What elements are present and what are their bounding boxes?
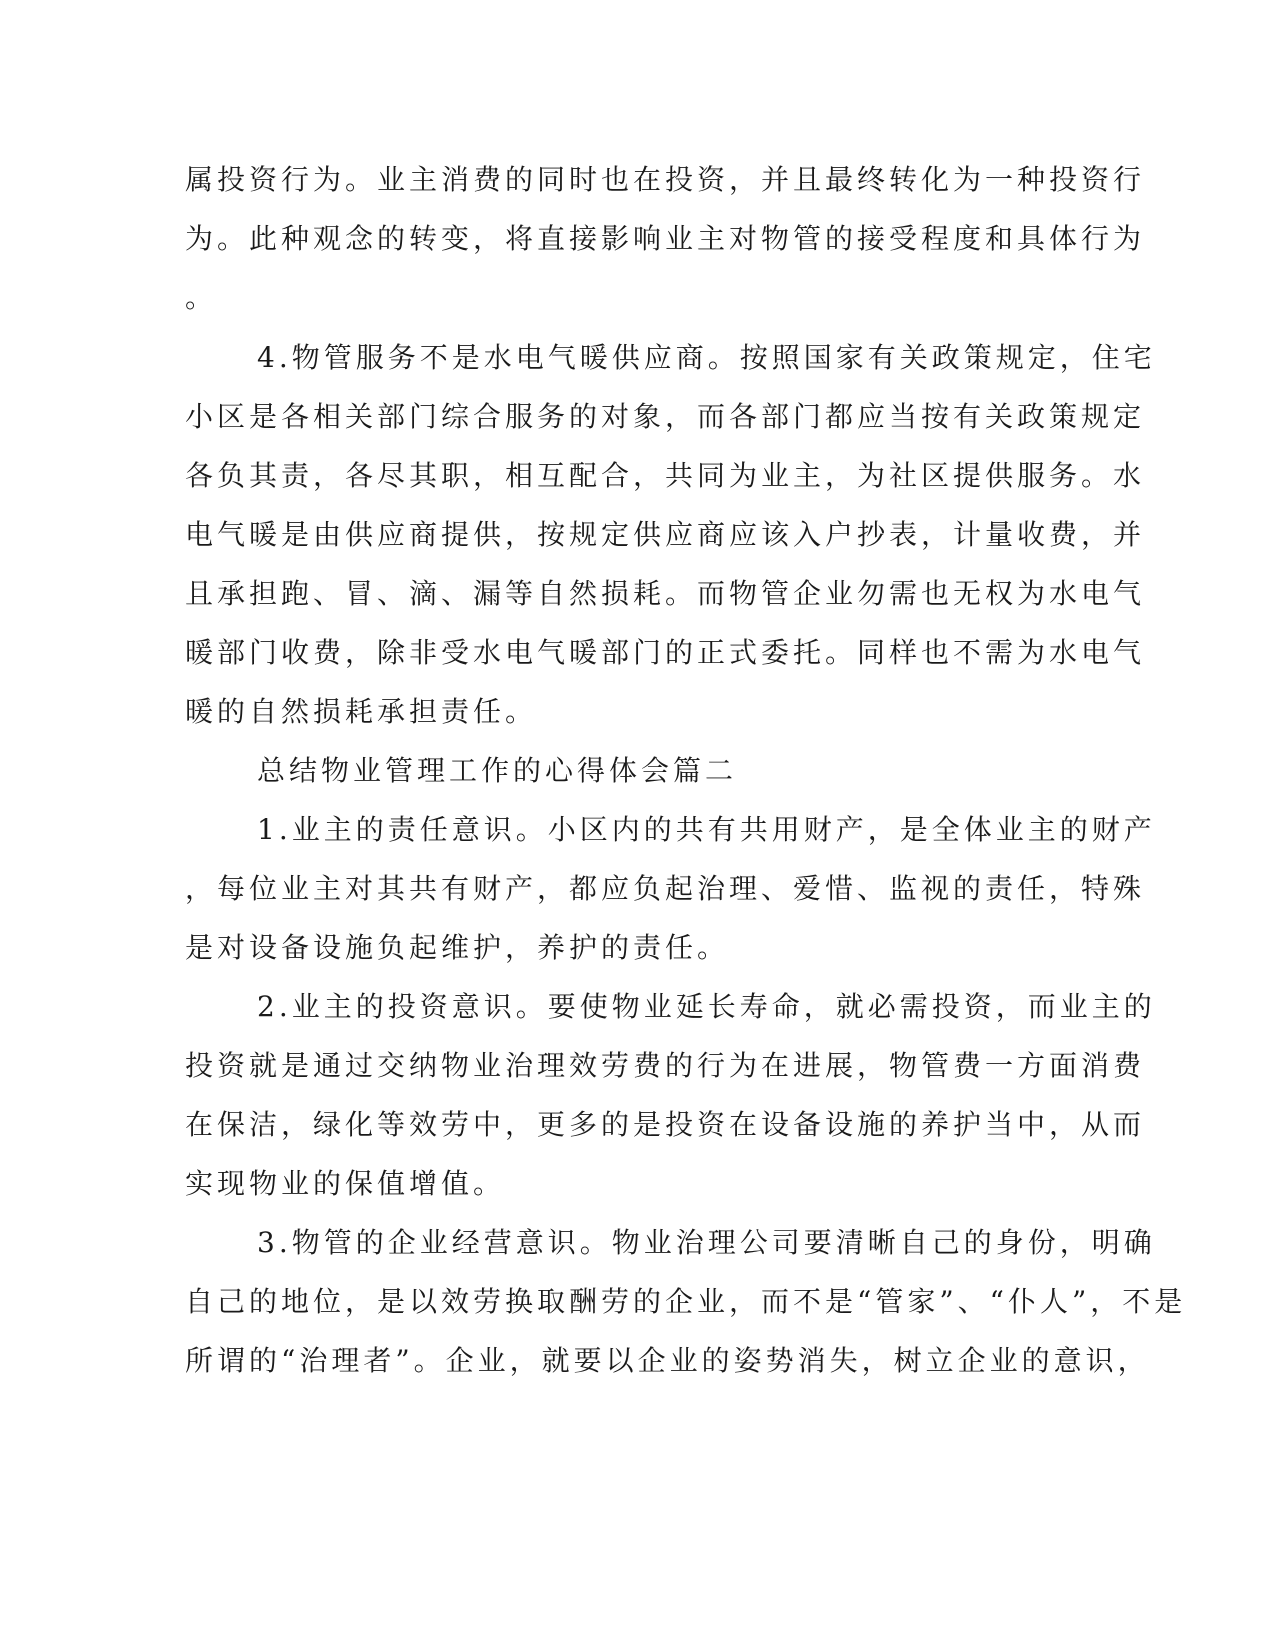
paragraph-start: 1.业主的责任意识。小区内的共有共用财产，是全体业主的财产: [257, 813, 1156, 846]
paragraph-start: 3.物管的企业经营意识。物业治理公司要清晰自己的身份，明确: [257, 1226, 1156, 1259]
section-heading: 总结物业管理工作的心得体会篇二: [257, 754, 738, 787]
text-line: 所谓的“治理者”。企业，就要以企业的姿势消失，树立企业的意识，: [185, 1344, 1150, 1377]
text-line: 在保洁，绿化等效劳中，更多的是投资在设备设施的养护当中，从而: [185, 1108, 1146, 1141]
text-line: 。: [185, 281, 218, 314]
text-line: 为。此种观念的转变，将直接影响业主对物管的接受程度和具体行为: [185, 222, 1146, 255]
paragraph-start: 4.物管服务不是水电气暖供应商。按照国家有关政策规定，住宅: [257, 341, 1156, 374]
text-line: 暖的自然损耗承担责任。: [185, 695, 538, 728]
text-line: 是对设备设施负起维护，养护的责任。: [185, 931, 730, 964]
paragraph-start: 2.业主的投资意识。要使物业延长寿命，就必需投资，而业主的: [257, 990, 1156, 1023]
text-line: ，每位业主对其共有财产，都应负起治理、爱惜、监视的责任，特殊: [185, 872, 1146, 905]
text-line: 且承担跑、冒、滴、漏等自然损耗。而物管企业勿需也无权为水电气: [185, 577, 1146, 610]
text-line: 小区是各相关部门综合服务的对象，而各部门都应当按有关政策规定: [185, 400, 1146, 433]
text-line: 暖部门收费，除非受水电气暖部门的正式委托。同样也不需为水电气: [185, 636, 1146, 669]
text-line: 实现物业的保值增值。: [185, 1167, 506, 1200]
text-line: 电气暖是由供应商提供，按规定供应商应该入户抄表，计量收费，并: [185, 518, 1146, 551]
text-line: 投资就是通过交纳物业治理效劳费的行为在进展，物管费一方面消费: [185, 1049, 1146, 1082]
text-line: 各负其责，各尽其职，相互配合，共同为业主，为社区提供服务。水: [185, 459, 1146, 492]
text-line: 属投资行为。业主消费的同时也在投资，并且最终转化为一种投资行: [185, 163, 1146, 196]
text-line: 自己的地位，是以效劳换取酬劳的企业，而不是“管家”、“仆人”，不是: [185, 1285, 1187, 1318]
